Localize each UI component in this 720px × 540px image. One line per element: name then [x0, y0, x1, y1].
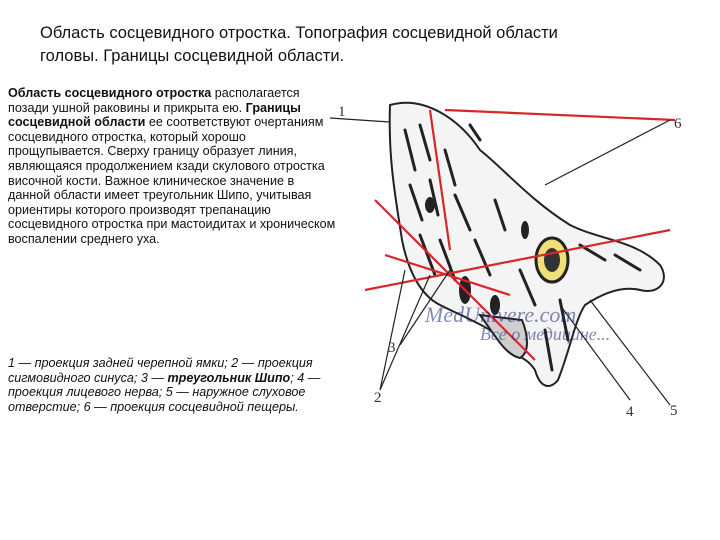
leader-line-2a [380, 275, 430, 390]
legend-part-1: 1 — проекция задней черепной ямки; 2 — проекция сигмовидного синуса; 3 — [8, 356, 313, 385]
term-mastoid-region: Область сосцевидного отростка [8, 86, 212, 100]
slide-title: Область сосцевидного отростка. Топография сосцевидной области головы. Границы сосцевидной области. [40, 24, 558, 65]
term-boundaries: Границы сосцевидной области [8, 100, 301, 130]
figure-label-5: 5 [670, 403, 678, 419]
mastoid-topography-figure [330, 90, 710, 440]
description-part-2: ее соответствуют очертаниям сосцевидного отростка, который хорошо прощупывается. Сверху границу образует линия, являющаяся продолжением кзади скулового отростка височной кости. Важное клиническое значение в данной области имеет треугольник Шипо, учитывая ориентиры которого производят трепанацию сосцевидного отростка при мастоидитах и хроническом воспалении среднего уха. [8, 115, 336, 246]
figure-label-2: 2 [374, 390, 382, 406]
description-text [8, 86, 338, 247]
figure-label-4: 4 [626, 404, 634, 420]
legend-part-2: ; 4 — проекция лицевого нерва; 5 — наружное слуховое отверстие; 6 — проекция сосцевидной пещеры. [8, 370, 321, 414]
figure-label-1: 1 [338, 104, 346, 120]
legend-term-shipo: треугольник Шипо [167, 370, 291, 385]
projection-line-upper [445, 110, 675, 120]
description-part-1: располагается позади ушной раковины и прикрыта ею. [8, 86, 300, 115]
watermark-site: MedUnivere.com [425, 302, 577, 327]
leader-line-5 [590, 300, 670, 405]
watermark-slogan: Все о медицине... [480, 324, 611, 344]
figure-legend [8, 356, 338, 414]
leader-line-2b [380, 270, 405, 390]
leader-line-6 [545, 120, 670, 185]
figure-label-6: 6 [674, 116, 682, 132]
figure-label-3: 3 [388, 340, 396, 356]
